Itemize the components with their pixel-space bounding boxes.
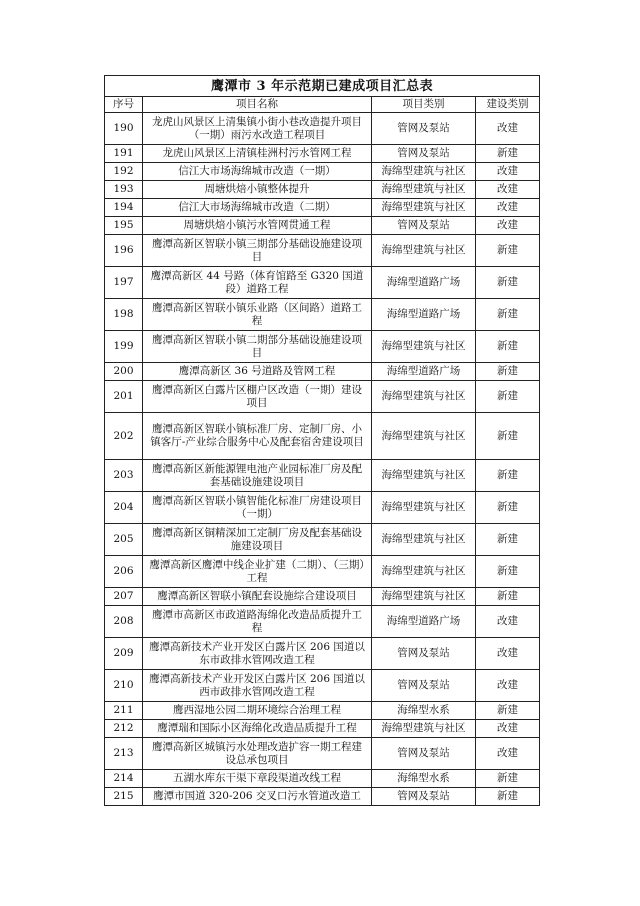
row-name: 鹰西湿地公园二期环境综合治理工程 <box>143 702 372 720</box>
row-kind: 改建 <box>476 606 540 638</box>
row-type: 管网及泵站 <box>372 788 476 806</box>
row-no: 191 <box>105 145 143 163</box>
header-type: 项目类别 <box>372 97 476 113</box>
row-kind: 新建 <box>476 556 540 588</box>
row-name: 鹰潭市国道 320-206 交叉口污水管道改造工 <box>143 788 372 806</box>
header-row <box>105 97 540 113</box>
table-title: 鹰潭市 3 年示范期已建成项目汇总表 <box>105 76 540 97</box>
row-name: 鹰潭高新区铜精深加工定制厂房及配套基础设施建设项目 <box>143 524 372 556</box>
table-row <box>105 556 540 588</box>
row-kind: 改建 <box>476 113 540 145</box>
table-row <box>105 670 540 702</box>
row-name: 鹰潭高新区智联小镇智能化标准厂房建设项目（一期） <box>143 492 372 524</box>
row-no: 214 <box>105 770 143 788</box>
row-name: 鹰潭高新区 44 号路（体育馆路至 G320 国道段）道路工程 <box>143 267 372 299</box>
row-kind: 新建 <box>476 702 540 720</box>
row-no: 215 <box>105 788 143 806</box>
row-no: 211 <box>105 702 143 720</box>
table-row <box>105 524 540 556</box>
row-type: 海绵型建筑与社区 <box>372 381 476 413</box>
table-row <box>105 413 540 460</box>
row-no: 195 <box>105 217 143 235</box>
table-row <box>105 702 540 720</box>
row-name: 信江大市场海绵城市改造（一期） <box>143 163 372 181</box>
row-type: 海绵型建筑与社区 <box>372 720 476 738</box>
row-type: 海绵型道路广场 <box>372 606 476 638</box>
table-row <box>105 788 540 806</box>
row-type: 海绵型道路广场 <box>372 267 476 299</box>
row-kind: 新建 <box>476 588 540 606</box>
row-name: 鹰潭高新区智联小镇标准厂房、定制厂房、小镇客厅-产业综合服务中心及配套宿舍建设项目 <box>143 413 372 460</box>
row-kind: 改建 <box>476 720 540 738</box>
row-kind: 改建 <box>476 738 540 770</box>
header-kind: 建设类别 <box>476 97 540 113</box>
row-type: 海绵型道路广场 <box>372 299 476 331</box>
table-row <box>105 199 540 217</box>
row-type: 海绵型建筑与社区 <box>372 331 476 363</box>
row-type: 海绵型建筑与社区 <box>372 199 476 217</box>
row-no: 212 <box>105 720 143 738</box>
table-row <box>105 738 540 770</box>
row-kind: 新建 <box>476 235 540 267</box>
row-kind: 新建 <box>476 299 540 331</box>
row-kind: 新建 <box>476 788 540 806</box>
row-no: 209 <box>105 638 143 670</box>
row-kind: 改建 <box>476 199 540 217</box>
row-kind: 新建 <box>476 460 540 492</box>
row-no: 203 <box>105 460 143 492</box>
row-kind: 新建 <box>476 413 540 460</box>
row-no: 210 <box>105 670 143 702</box>
row-name: 鹰潭瑞和国际小区海绵化改造品质提升工程 <box>143 720 372 738</box>
table-row <box>105 363 540 381</box>
row-name: 鹰潭高新区城镇污水处理改造扩容一期工程建设总承包项目 <box>143 738 372 770</box>
row-name: 鹰潭高新区鹰潭中线企业扩建（二期）、（三期）工程 <box>143 556 372 588</box>
row-name: 鹰潭高新区智联小镇配套设施综合建设项目 <box>143 588 372 606</box>
table-row <box>105 720 540 738</box>
row-no: 197 <box>105 267 143 299</box>
row-no: 199 <box>105 331 143 363</box>
table-row <box>105 381 540 413</box>
table-row <box>105 299 540 331</box>
row-kind: 新建 <box>476 381 540 413</box>
row-no: 205 <box>105 524 143 556</box>
table-row <box>105 770 540 788</box>
row-name: 鹰潭高新技术产业开发区白露片区 206 国道以西市政排水管网改造工程 <box>143 670 372 702</box>
row-kind: 新建 <box>476 492 540 524</box>
row-no: 196 <box>105 235 143 267</box>
table-row <box>105 235 540 267</box>
row-type: 海绵型水系 <box>372 702 476 720</box>
row-no: 208 <box>105 606 143 638</box>
table-row <box>105 460 540 492</box>
table-row <box>105 638 540 670</box>
row-name: 鹰潭高新区 36 号道路及管网工程 <box>143 363 372 381</box>
row-type: 管网及泵站 <box>372 113 476 145</box>
row-name: 五湖水库东干渠下章段渠道改线工程 <box>143 770 372 788</box>
summary-sheet <box>104 75 539 806</box>
row-kind: 改建 <box>476 670 540 702</box>
row-no: 204 <box>105 492 143 524</box>
row-no: 194 <box>105 199 143 217</box>
row-name: 鹰潭高新区智联小镇乐业路（区间路）道路工程 <box>143 299 372 331</box>
row-type: 海绵型建筑与社区 <box>372 163 476 181</box>
row-type: 海绵型建筑与社区 <box>372 460 476 492</box>
row-no: 202 <box>105 413 143 460</box>
row-name: 龙虎山风景区上清集镇小街小巷改造提升项目（一期）雨污水改造工程项目 <box>143 113 372 145</box>
row-no: 198 <box>105 299 143 331</box>
row-name: 鹰潭高新区白露片区棚户区改造（一期）建设项目 <box>143 381 372 413</box>
table-row <box>105 181 540 199</box>
row-kind: 新建 <box>476 524 540 556</box>
row-kind: 新建 <box>476 267 540 299</box>
row-no: 201 <box>105 381 143 413</box>
row-kind: 新建 <box>476 363 540 381</box>
project-table <box>104 75 540 806</box>
table-row <box>105 217 540 235</box>
table-row <box>105 331 540 363</box>
row-type: 海绵型道路广场 <box>372 363 476 381</box>
row-name: 鹰潭市高新区市政道路海绵化改造品质提升工程 <box>143 606 372 638</box>
row-name: 信江大市场海绵城市改造（二期） <box>143 199 372 217</box>
table-row <box>105 267 540 299</box>
row-name: 鹰潭高新区新能源锂电池产业园标准厂房及配套基础设施建设项目 <box>143 460 372 492</box>
table-row <box>105 606 540 638</box>
row-type: 管网及泵站 <box>372 145 476 163</box>
table-row <box>105 492 540 524</box>
row-name: 鹰潭高新区智联小镇二期部分基础设施建设项目 <box>143 331 372 363</box>
row-kind: 新建 <box>476 770 540 788</box>
header-no: 序号 <box>105 97 143 113</box>
row-no: 192 <box>105 163 143 181</box>
row-type: 海绵型建筑与社区 <box>372 588 476 606</box>
row-type: 海绵型水系 <box>372 770 476 788</box>
row-no: 206 <box>105 556 143 588</box>
row-name: 周塘烘焙小镇污水管网贯通工程 <box>143 217 372 235</box>
row-name: 鹰潭高新区智联小镇三期部分基础设施建设项目 <box>143 235 372 267</box>
row-kind: 改建 <box>476 638 540 670</box>
row-kind: 改建 <box>476 163 540 181</box>
row-kind: 新建 <box>476 145 540 163</box>
row-name: 龙虎山风景区上清镇桂洲村污水管网工程 <box>143 145 372 163</box>
row-type: 海绵型建筑与社区 <box>372 235 476 267</box>
row-no: 190 <box>105 113 143 145</box>
row-name: 周塘烘焙小镇整体提升 <box>143 181 372 199</box>
table-row <box>105 145 540 163</box>
row-type: 海绵型建筑与社区 <box>372 492 476 524</box>
row-name: 鹰潭高新技术产业开发区白露片区 206 国道以东市政排水管网改造工程 <box>143 638 372 670</box>
row-kind: 改建 <box>476 181 540 199</box>
header-name: 项目名称 <box>143 97 372 113</box>
row-no: 200 <box>105 363 143 381</box>
row-no: 213 <box>105 738 143 770</box>
row-type: 管网及泵站 <box>372 217 476 235</box>
row-kind: 改建 <box>476 217 540 235</box>
row-type: 海绵型建筑与社区 <box>372 556 476 588</box>
row-type: 管网及泵站 <box>372 738 476 770</box>
row-type: 管网及泵站 <box>372 638 476 670</box>
row-no: 193 <box>105 181 143 199</box>
table-row <box>105 163 540 181</box>
row-type: 海绵型建筑与社区 <box>372 413 476 460</box>
row-type: 海绵型建筑与社区 <box>372 524 476 556</box>
table-row <box>105 113 540 145</box>
table-row <box>105 588 540 606</box>
row-type: 海绵型建筑与社区 <box>372 181 476 199</box>
row-type: 管网及泵站 <box>372 670 476 702</box>
row-kind: 新建 <box>476 331 540 363</box>
row-no: 207 <box>105 588 143 606</box>
